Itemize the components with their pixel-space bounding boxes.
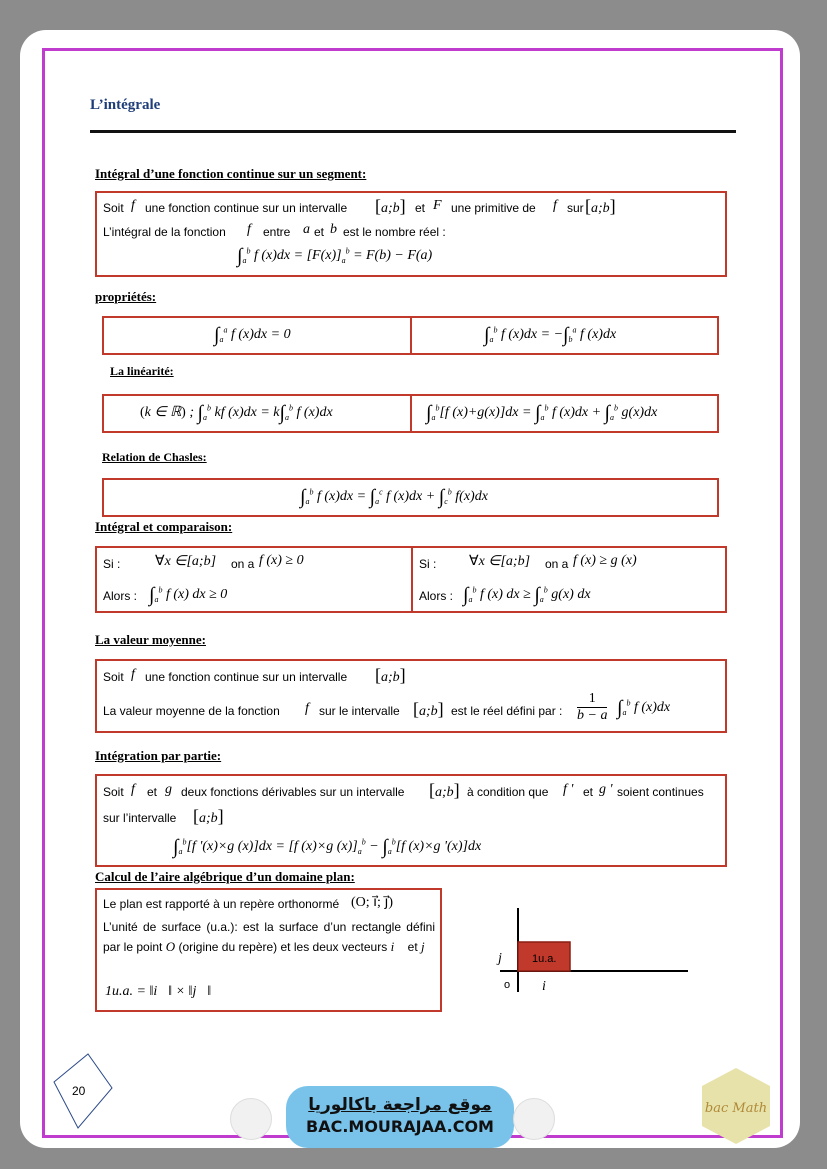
prop-formula-2: $\int_a^b$ f $(x)dx = -\int_b^a$ f (x)dx <box>484 324 617 346</box>
unit-label: 1u.a. <box>532 953 557 965</box>
heading-mean-value: La valeur moyenne: <box>95 632 206 647</box>
def-text-8: et <box>314 225 325 239</box>
prop-formula-1: $\int_a^a$ f (x)dx = 0 <box>214 324 291 346</box>
site-banner[interactable] <box>286 1086 514 1148</box>
mean-math-f2: f <box>305 701 309 716</box>
properties-divider <box>410 318 412 353</box>
parts-math-gprime: g ' <box>599 782 613 797</box>
def-math-f3: f <box>247 222 251 237</box>
mean-text-2: une fonction continue sur un intervalle <box>145 670 348 684</box>
parts-text-6: soient continues <box>617 785 704 799</box>
area-box <box>95 888 442 1012</box>
heading-linearity: La linéarité: <box>110 364 174 378</box>
cmp-result-1: $\int_a^b$ f (x) dx ≥ 0 <box>149 584 228 606</box>
site-logo-left <box>230 1098 272 1140</box>
mean-math-f: f <box>131 667 135 682</box>
def-text-1: Soit <box>103 201 124 215</box>
def-math-f: f <box>131 198 135 213</box>
lin-formula-2: $\int_a^b[f$ $(x)+g(x)]dx = \int_a^b$ f $(x)dx + \int_a^b$ g(x)dx <box>426 402 658 424</box>
def-formula: $\int_a^b$ f $(x)dx = [F(x)]_a^b = F(b) - F(a)$ <box>237 245 433 267</box>
properties-box <box>102 316 719 355</box>
parts-math-g: g <box>165 782 172 797</box>
area-math-frame: (O; i⃗; j⃗) <box>351 895 393 910</box>
def-math-f2: f <box>553 198 557 213</box>
mean-formula: $\int_a^b$ f (x)dx <box>617 697 671 719</box>
heading-comparison: Intégral et comparaison: <box>95 519 233 534</box>
heading-definition: Intégral d’une fonction continue sur un segment: <box>95 166 367 181</box>
def-text-9: est le nombre réel : <box>343 225 446 239</box>
parts-math-fprime: f ' <box>563 782 574 797</box>
chasles-formula: $\int_a^b$ f $(x)dx = \int_a^c$ f $(x)dx + \int_c^b$ f(x)dx <box>300 486 488 508</box>
unit-area-diagram <box>480 900 700 1000</box>
heading-parts: Intégration par partie: <box>95 748 222 763</box>
area-paragraph: L’unité de surface (u.a.): est la surface d’un rectangle défini par le point O (origine du repère) et les deux vecteurs i⃗ et j⃗ <box>103 920 435 954</box>
def-math-interval2: [a;b] <box>585 196 616 216</box>
heading-properties: propriétés: <box>95 289 157 304</box>
definition-box <box>95 191 727 277</box>
chasles-box <box>102 478 719 517</box>
parts-formula: $\int_a^b[f$ '(x)×g (x)]dx = [f (x)×g $(x)]_a^b - \int_a^b[f$ (x)×g '(x)]dx <box>173 836 482 858</box>
cmp-alors-1: Alors : <box>103 589 138 603</box>
linearity-divider <box>410 396 412 431</box>
def-math-interval: [a;b] <box>375 196 406 216</box>
cmp-ona-2: on a <box>545 557 569 571</box>
def-text-5: sur <box>567 201 584 215</box>
parts-math-f: f <box>131 782 135 797</box>
mean-text-5: est le réel défini par : <box>451 704 563 718</box>
page-title: L’intégrale <box>90 97 161 113</box>
comparison-box <box>95 546 727 613</box>
page-number: 20 <box>72 1084 86 1098</box>
j-vector-label: j⃗ <box>498 951 513 966</box>
parts-text-1: Soit <box>103 785 124 799</box>
heading-chasles: Relation de Chasles: <box>102 450 207 464</box>
cmp-alors-2: Alors : <box>419 589 454 603</box>
parts-math-interval: [a;b] <box>429 780 460 800</box>
cmp-si-2: Si : <box>419 557 437 571</box>
area-unit-formula: 1u.a. = ‖i⃗‖ × ‖j⃗‖ <box>105 984 212 999</box>
def-text-7: entre <box>263 225 291 239</box>
mean-text-4: sur le intervalle <box>319 704 400 718</box>
cmp-cond-2: ∀x ∈[a;b] <box>469 554 531 569</box>
parts-text-2: et <box>147 785 158 799</box>
site-name-arabic: موقع مراجعة باكالوريا <box>308 1095 492 1115</box>
title-rule <box>90 130 736 133</box>
parts-text-5: et <box>583 785 594 799</box>
comparison-divider <box>411 548 413 611</box>
cmp-ona-1: on a <box>231 557 255 571</box>
mean-fraction: $\frac{1}{b - a}$ <box>577 691 608 723</box>
area-text-1: Le plan est rapporté à un repère orthonormé <box>103 897 340 911</box>
def-text-4: une primitive de <box>451 201 536 215</box>
i-vector-label: i⃗ <box>542 979 557 994</box>
def-text-6: L’intégral de la fonction <box>103 225 226 239</box>
def-math-F: F <box>433 198 442 213</box>
cmp-cond-1: ∀x ∈[a;b] <box>155 554 217 569</box>
parts-text-3: deux fonctions dérivables sur un intervalle <box>181 785 405 799</box>
svg-text:bac Math: bac Math <box>704 1101 768 1116</box>
lin-formula-1: (k ∈ ℝ) ; $\int_a^b$ kf $(x)dx = k\int_a^b$ f (x)dx <box>140 402 333 424</box>
mean-math-interval2: [a;b] <box>413 699 444 719</box>
parts-text-4: à condition que <box>467 785 549 799</box>
origin-label: o <box>504 979 511 991</box>
def-math-b: b <box>330 222 337 237</box>
def-text-3: et <box>415 201 426 215</box>
parts-math-interval2: [a;b] <box>193 806 224 826</box>
mean-value-box <box>95 659 727 733</box>
cmp-ineq-1: f (x) ≥ 0 <box>259 553 304 568</box>
bac-math-logo <box>696 1066 776 1146</box>
mean-text-1: Soit <box>103 670 124 684</box>
def-math-a: a <box>303 222 310 237</box>
heading-area: Calcul de l’aire algébrique d’un domaine plan: <box>95 869 355 884</box>
def-text-2: une fonction continue sur un intervalle <box>145 201 348 215</box>
site-url[interactable]: BAC.MOURAJAA.COM <box>306 1117 494 1136</box>
cmp-result-2: $\int_a^b$ f (x) dx ≥ $\int_a^b$ g(x) dx <box>463 584 591 606</box>
mean-text-3: La valeur moyenne de la fonction <box>103 704 280 718</box>
cmp-si-1: Si : <box>103 557 121 571</box>
linearity-box <box>102 394 719 433</box>
parts-box <box>95 774 727 867</box>
mean-math-interval: [a;b] <box>375 665 406 685</box>
parts-text-7: sur l’intervalle <box>103 811 177 825</box>
site-logo-right <box>513 1098 555 1140</box>
cmp-ineq-2: f (x) ≥ g (x) <box>573 553 637 568</box>
